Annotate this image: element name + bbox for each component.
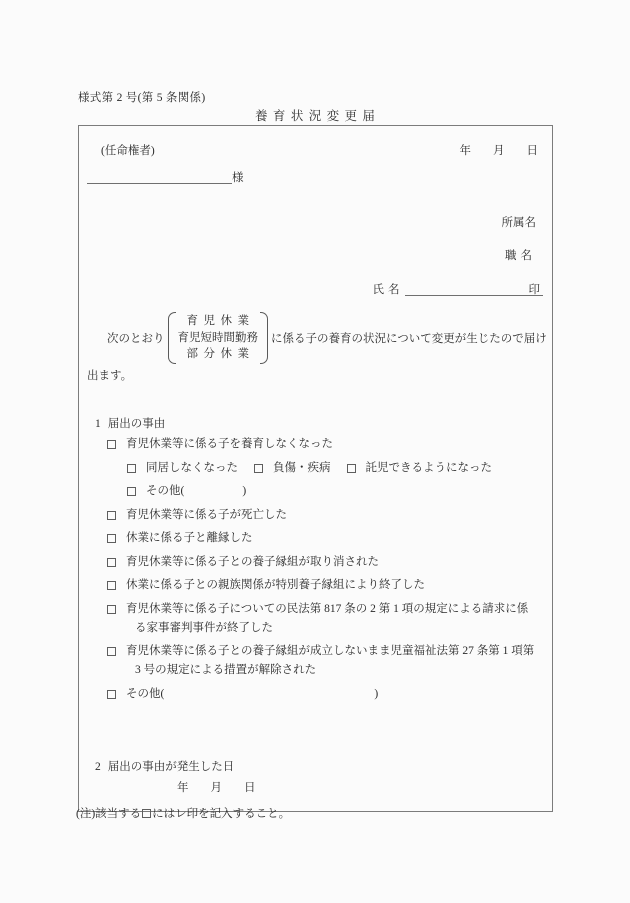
reason-sub-label: 託児できるようになった xyxy=(365,461,492,474)
checkbox-icon[interactable] xyxy=(107,511,116,520)
affiliation-label: 所属名 xyxy=(501,217,536,229)
reason-label: 休業に係る子と離縁した xyxy=(126,532,253,544)
reason-item[interactable] xyxy=(107,576,545,595)
reason-sub-label: 同居しなくなった xyxy=(146,461,238,474)
checkbox-icon[interactable] xyxy=(254,464,263,473)
form-body-box xyxy=(76,125,553,820)
reason-label: 育児休業等に係る子を養育しなくなった xyxy=(126,438,333,450)
reason-label-continuation: 3 号の規定による措置が解除された xyxy=(135,664,317,676)
section2-number: 2 xyxy=(95,761,101,773)
reason-checkbox-list xyxy=(107,435,545,708)
section2-title: 届出の事由が発生した日 xyxy=(107,761,235,773)
checkbox-icon[interactable] xyxy=(107,581,116,590)
footnote-suffix: にはレ印を記入すること。 xyxy=(152,808,291,820)
submission-date-blank xyxy=(460,142,539,158)
section2-heading xyxy=(95,758,234,774)
addressee-suffix: 様 xyxy=(232,172,244,184)
reason-item[interactable] xyxy=(107,435,545,454)
checkbox-icon[interactable] xyxy=(107,605,116,614)
reason-label: 育児休業等に係る子との養子縁組が取り消された xyxy=(126,555,379,568)
date-month-label: 月 xyxy=(493,145,505,157)
seal-label: 印 xyxy=(528,284,540,296)
date-year-label: 年 xyxy=(177,782,189,794)
brace-left-icon xyxy=(168,312,176,364)
leave-type-short-time-work: 育児短時間勤務 xyxy=(177,331,258,344)
date-day-label: 日 xyxy=(526,145,538,157)
reason-label-wrap xyxy=(126,600,545,638)
reason-item[interactable] xyxy=(107,506,545,525)
leave-type-partial-leave: 部分休業 xyxy=(186,348,255,360)
checkbox-icon[interactable] xyxy=(127,487,136,496)
reason-sub-other-label: その他( xyxy=(146,485,185,497)
checkbox-icon[interactable] xyxy=(107,534,116,543)
reason-item[interactable] xyxy=(107,553,545,572)
page-title: 養育状況変更届 xyxy=(255,109,381,123)
checkbox-icon[interactable] xyxy=(127,464,136,473)
checkbox-icon[interactable] xyxy=(107,690,116,699)
reason-other-close: ) xyxy=(374,687,379,700)
checkbox-icon[interactable] xyxy=(347,464,356,473)
reason-other-wrap xyxy=(126,685,545,704)
section1-title: 届出の事由 xyxy=(107,418,166,430)
reason-label-continuation: る家事審判事件が終了した xyxy=(135,621,273,634)
reason-sub-label: 負傷・疾病 xyxy=(273,461,331,474)
occurrence-date-blank[interactable] xyxy=(177,779,256,795)
reason-label: 育児休業等に係る子についての民法第 817 条の 2 第 1 項の規定による請求に係 xyxy=(126,602,529,615)
statement-prefix: 次のとおり xyxy=(107,332,165,345)
reason-item[interactable] xyxy=(107,600,545,638)
reason-item-other[interactable] xyxy=(107,685,545,704)
checkbox-icon xyxy=(142,809,151,818)
footnote xyxy=(76,805,290,821)
checkbox-icon[interactable] xyxy=(107,558,116,567)
addressee-field[interactable] xyxy=(87,169,244,185)
reason-sub-item[interactable] xyxy=(347,459,493,478)
date-month-label: 月 xyxy=(210,782,222,794)
name-label: 氏名 xyxy=(372,284,404,296)
reason-label: 育児休業等に係る子との養子縁組が成立しないまま児童福祉法第 27 条第 1 項第 xyxy=(126,645,535,657)
addressee-write-line[interactable] xyxy=(87,170,232,184)
date-day-label: 日 xyxy=(244,782,256,794)
brace-right-icon xyxy=(260,312,268,364)
statement-tail: 出ます。 xyxy=(87,370,133,382)
date-year-label: 年 xyxy=(459,145,471,157)
checkbox-icon[interactable] xyxy=(107,647,116,656)
declaration-statement xyxy=(87,312,547,382)
appointer-label: (任命権者) xyxy=(101,145,155,157)
name-field[interactable] xyxy=(373,281,541,297)
reason-sub-item[interactable] xyxy=(127,459,238,478)
statement-suffix: に係る子の養育の状況について変更が生じたので届け xyxy=(271,332,547,345)
job-title-label: 職名 xyxy=(505,250,536,262)
reason-sub-other-row[interactable] xyxy=(127,482,545,501)
leave-type-brace-group xyxy=(168,312,269,364)
section1-number: 1 xyxy=(95,418,101,430)
leave-type-list xyxy=(176,312,261,364)
form-number: 様式第 2 号(第 5 条関係) xyxy=(78,92,206,104)
reason-label: 休業に係る子との親族関係が特別養子縁組により終了した xyxy=(126,579,425,591)
leave-type-childcare-leave: 育児休業 xyxy=(186,315,255,327)
reason-sub-option-row xyxy=(127,459,545,478)
checkbox-icon[interactable] xyxy=(107,440,116,449)
name-write-line[interactable] xyxy=(405,282,543,296)
reason-other-label: その他( xyxy=(126,687,165,700)
reason-label: 育児休業等に係る子が死亡した xyxy=(126,508,287,521)
footnote-prefix: (注)該当する xyxy=(76,808,142,820)
reason-item[interactable] xyxy=(107,529,545,548)
reason-sub-item[interactable] xyxy=(254,459,331,478)
section1-heading xyxy=(95,415,165,431)
reason-item[interactable] xyxy=(107,642,545,680)
reason-sub-other-close: ) xyxy=(242,485,247,497)
reason-label-wrap xyxy=(126,642,545,680)
